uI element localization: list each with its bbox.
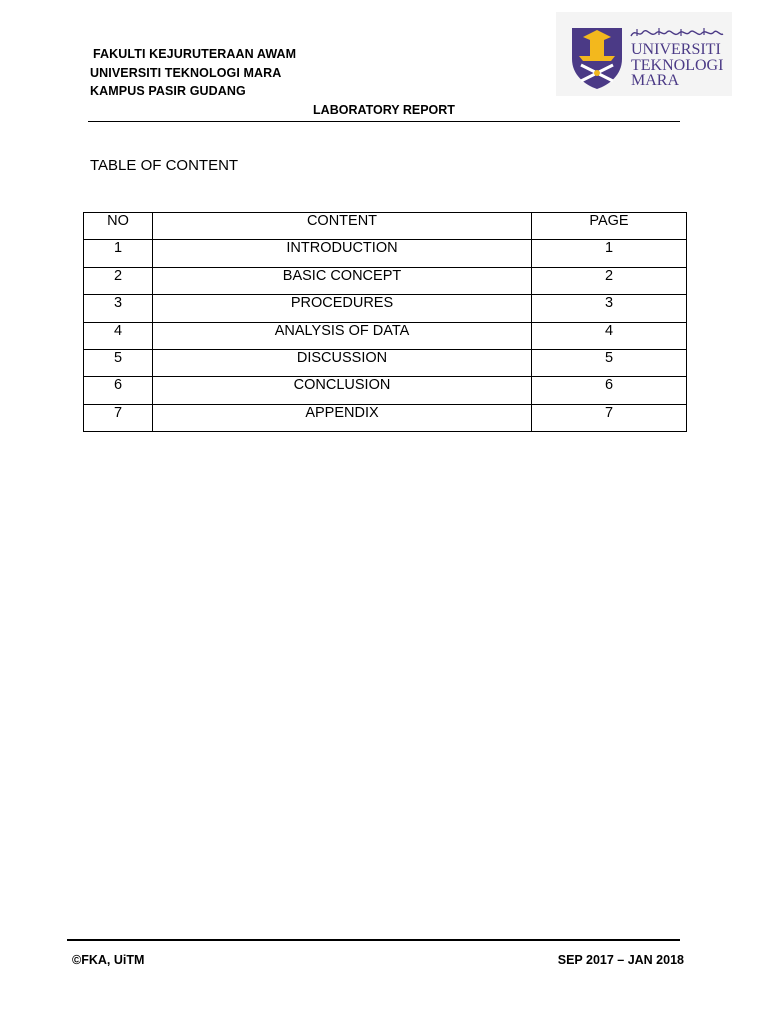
row-content: ANALYSIS OF DATA xyxy=(153,322,532,349)
row-number: 3 xyxy=(84,295,153,322)
row-content: CONCLUSION xyxy=(153,377,532,404)
table-row xyxy=(84,240,687,267)
report-title: LABORATORY REPORT xyxy=(313,103,455,117)
row-content: PROCEDURES xyxy=(153,295,532,322)
table-row xyxy=(84,267,687,294)
table-row xyxy=(84,377,687,404)
logo-wordmark xyxy=(631,42,723,89)
university-name: UNIVERSITI TEKNOLOGI MARA xyxy=(90,66,282,80)
row-number: 2 xyxy=(84,267,153,294)
toc-table xyxy=(83,212,687,432)
row-page: 3 xyxy=(532,295,687,322)
table-row xyxy=(84,295,687,322)
table-row xyxy=(84,349,687,376)
row-page: 7 xyxy=(532,404,687,431)
faculty-name: FAKULTI KEJURUTERAAN AWAM xyxy=(93,47,297,61)
row-number: 1 xyxy=(84,240,153,267)
row-content: INTRODUCTION xyxy=(153,240,532,267)
row-page: 4 xyxy=(532,322,687,349)
toc-header-row xyxy=(84,213,687,240)
row-number: 4 xyxy=(84,322,153,349)
col-header-no: NO xyxy=(84,213,153,240)
row-page: 2 xyxy=(532,267,687,294)
footer-copyright: ©FKA, UiTM xyxy=(72,953,145,967)
header-divider xyxy=(88,121,680,122)
row-content: APPENDIX xyxy=(153,404,532,431)
row-number: 5 xyxy=(84,349,153,376)
logo-line-2: TEKNOLOGI xyxy=(631,56,724,74)
col-header-page: PAGE xyxy=(532,213,687,240)
row-number: 7 xyxy=(84,404,153,431)
row-content: BASIC CONCEPT xyxy=(153,267,532,294)
row-number: 6 xyxy=(84,377,153,404)
col-header-content: CONTENT xyxy=(153,213,532,240)
row-page: 6 xyxy=(532,377,687,404)
university-logo xyxy=(556,12,732,96)
row-content: DISCUSSION xyxy=(153,349,532,376)
toc-heading: TABLE OF CONTENT xyxy=(90,157,239,174)
logo-line-1: UNIVERSITI xyxy=(631,41,721,58)
table-row xyxy=(84,404,687,431)
footer-session: SEP 2017 – JAN 2018 xyxy=(557,953,684,967)
table-row xyxy=(84,322,687,349)
uitm-crest-icon xyxy=(569,25,625,91)
row-page: 1 xyxy=(532,240,687,267)
logo-line-3: MARA xyxy=(631,72,680,89)
footer-divider xyxy=(67,939,680,941)
campus-name: KAMPUS PASIR GUDANG xyxy=(90,84,246,98)
row-page: 5 xyxy=(532,349,687,376)
arabic-script-icon xyxy=(629,26,725,40)
